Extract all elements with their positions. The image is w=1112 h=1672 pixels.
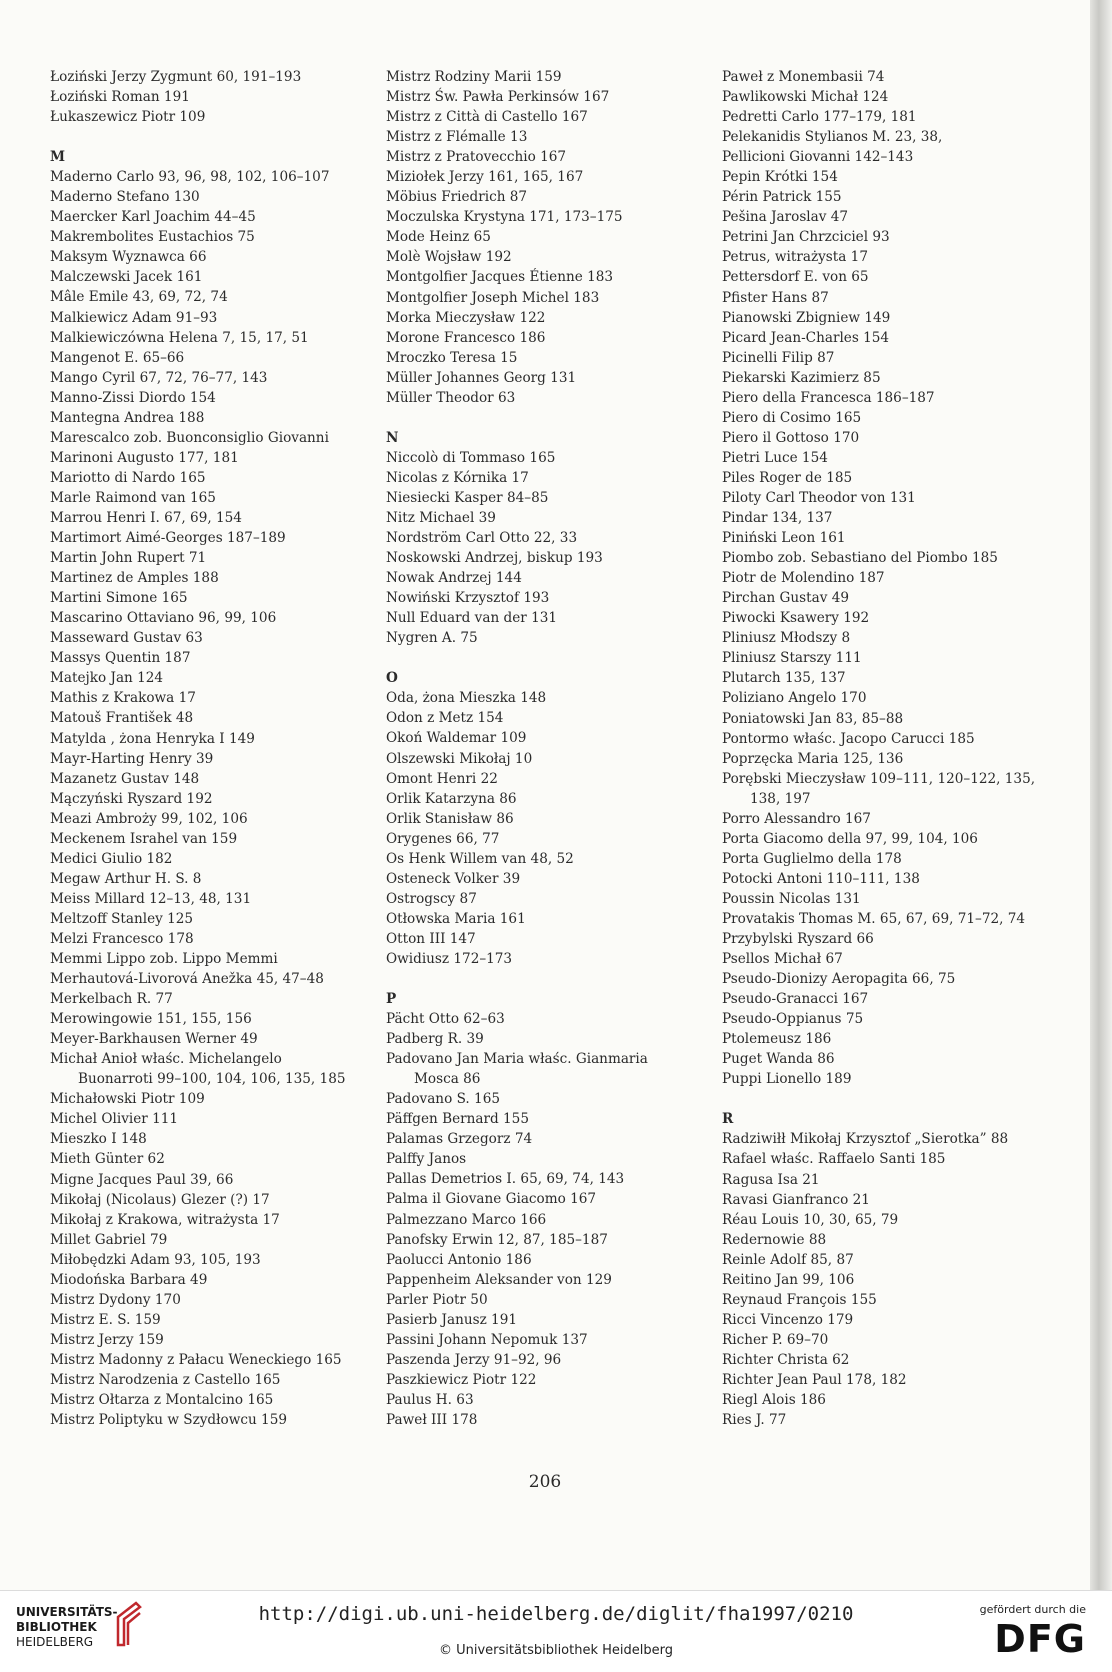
index-entry: Mistrz Rodziny Marii 159: [386, 69, 562, 85]
index-entry: Orygenes 66, 77: [386, 830, 500, 847]
index-entry: Mazanetz Gustav 148: [50, 770, 200, 787]
index-entry: Montgolfier Joseph Michel 183: [386, 289, 600, 306]
index-entry: Orlik Katarzyna 86: [386, 790, 517, 807]
index-entry: Müller Theodor 63: [386, 389, 516, 406]
index-entry: Megaw Arthur H. S. 8: [50, 870, 202, 887]
index-entry: Paweł z Monembasii 74: [722, 69, 885, 85]
index-entry: Pseudo-Granacci 167: [722, 991, 869, 1008]
index-entry: Melzi Francesco 178: [50, 930, 194, 947]
index-entry: Piles Roger de 185: [722, 469, 853, 486]
index-entry: Mode Heinz 65: [386, 229, 491, 246]
index-entry: Mayr-Harting Henry 39: [50, 750, 214, 767]
index-entry: Paulus H. 63: [386, 1391, 474, 1408]
index-entry: Meltzoff Stanley 125: [50, 910, 194, 927]
index-entry: Mistrz Madonny z Pałacu Weneckiego 165: [50, 1351, 342, 1368]
index-entry: Pedretti Carlo 177–179, 181: [722, 109, 917, 126]
index-entry: Mikołaj (Nicolaus) Glezer (?) 17: [50, 1191, 270, 1208]
index-entry: Meyer-Barkhausen Werner 49: [50, 1031, 258, 1048]
index-entry: Orlik Stanisław 86: [386, 810, 514, 827]
index-entry: Mistrz Dydony 170: [50, 1291, 181, 1308]
index-entry: Pasierb Janusz 191: [386, 1311, 517, 1328]
index-entry: Mieszko I 148: [50, 1131, 147, 1148]
index-entry: Porębski Mieczysław 109–111, 120–122, 135, 138, 197: [722, 770, 1036, 807]
index-entry: Paszenda Jerzy 91–92, 96: [386, 1351, 562, 1368]
index-entry: Pepin Krótki 154: [722, 169, 838, 186]
index-entry: Morka Mieczysław 122: [386, 309, 546, 326]
index-entry: Marle Raimond van 165: [50, 489, 216, 506]
index-entry: Osteneck Volker 39: [386, 870, 521, 887]
index-entry: Meiss Millard 12–13, 48, 131: [50, 890, 252, 907]
index-entry: Merkelbach R. 77: [50, 991, 173, 1008]
index-entry: Mangenot E. 65–66: [50, 349, 185, 366]
index-entry: Piekarski Kazimierz 85: [722, 369, 881, 386]
index-entry: Mistrz E. S. 159: [50, 1311, 161, 1328]
index-entry: Matylda , żona Henryka I 149: [50, 730, 255, 747]
index-entry: Pettersdorf E. von 65: [722, 269, 869, 286]
index-entry: Przybylski Ryszard 66: [722, 931, 874, 948]
index-entry: Olszewski Mikołaj 10: [386, 750, 533, 767]
index-entry: Puget Wanda 86: [722, 1051, 835, 1068]
library-name-line1: UNIVERSITÄTS-: [16, 1605, 118, 1619]
index-entry: Pellicioni Giovanni 142–143: [722, 149, 914, 166]
index-entry: Okoń Waldemar 109: [386, 730, 527, 747]
index-entry: Pliniusz Starszy 111: [722, 650, 862, 667]
index-entry: Malkiewicz Adam 91–93: [50, 309, 218, 326]
index-entry: Ptolemeusz 186: [722, 1031, 832, 1048]
library-name-line3: HEIDELBERG: [16, 1635, 94, 1649]
index-entry: Porta Giacomo della 97, 99, 104, 106: [722, 830, 978, 847]
index-entry: Martinez de Amples 188: [50, 570, 219, 587]
index-entry: Manno-Zissi Diordo 154: [50, 389, 216, 406]
index-column-1: [50, 67, 360, 1430]
index-entry: Padovano Jan Maria właśc. Gianmaria Mosca 86: [386, 1051, 648, 1088]
index-entry: Nordström Carl Otto 22, 33: [386, 530, 578, 547]
index-entry: Maercker Karl Joachim 44–45: [50, 209, 256, 226]
index-entry: Pseudo-Dionizy Aeropagita 66, 75: [722, 971, 956, 988]
index-entry: Marinoni Augusto 177, 181: [50, 449, 239, 466]
index-entry: Massys Quentin 187: [50, 650, 191, 667]
index-entry: Rafael właśc. Raffaelo Santi 185: [722, 1151, 946, 1168]
index-entry: Piwocki Ksawery 192: [722, 610, 870, 627]
index-entry: Medici Giulio 182: [50, 850, 173, 867]
index-entry: Picinelli Filip 87: [722, 349, 835, 366]
index-entry: Pirchan Gustav 49: [722, 590, 849, 607]
section-letter: N: [386, 429, 399, 446]
index-entry: Oda, żona Mieszka 148: [386, 690, 547, 707]
index-entry: Potocki Antoni 110–111, 138: [722, 870, 920, 887]
index-entry: Piero di Cosimo 165: [722, 409, 862, 426]
index-entry: Reynaud François 155: [722, 1291, 877, 1308]
index-entry: Mistrz z Pratovecchio 167: [386, 149, 567, 166]
section-letter: M: [50, 149, 66, 166]
index-entry: Merowingowie 151, 155, 156: [50, 1011, 252, 1028]
index-column-2: [386, 67, 696, 1430]
index-entry: Łoziński Jerzy Zygmunt 60, 191–193: [50, 69, 302, 85]
index-entry: Łoziński Roman 191: [50, 89, 190, 106]
index-entry: Padovano S. 165: [386, 1091, 500, 1108]
index-entry: Plutarch 135, 137: [722, 670, 846, 687]
index-entry: Mikołaj z Krakowa, witrażysta 17: [50, 1211, 280, 1228]
index-entry: Provatakis Thomas M. 65, 67, 69, 71–72, 74: [722, 910, 1026, 927]
index-entry: Mantegna Andrea 188: [50, 409, 205, 426]
index-entry: Richter Christa 62: [722, 1351, 850, 1368]
index-entry: Mariotto di Nardo 165: [50, 469, 206, 486]
index-entry: Psellos Michał 67: [722, 951, 843, 968]
index-entry: Morone Francesco 186: [386, 329, 546, 346]
index-entry: Meckenem Israhel van 159: [50, 830, 238, 847]
index-entry: Pindar 134, 137: [722, 510, 833, 527]
page-number: 206: [528, 1472, 562, 1492]
footer-bar: [0, 1590, 1112, 1672]
index-entry: Mroczko Teresa 15: [386, 349, 518, 366]
index-entry: Poprzęcka Maria 125, 136: [722, 750, 904, 767]
index-entry: Miodońska Barbara 49: [50, 1271, 208, 1288]
index-entry: Riegl Alois 186: [722, 1392, 826, 1409]
index-entry: Piombo zob. Sebastiano del Piombo 185: [722, 550, 998, 567]
index-entry: Nitz Michael 39: [386, 509, 496, 526]
index-entry: Poniatowski Jan 83, 85–88: [722, 710, 904, 727]
index-entry: Odon z Metz 154: [386, 710, 504, 727]
index-entry: Mascarino Ottaviano 96, 99, 106: [50, 610, 277, 627]
index-entry: Ragusa Isa 21: [722, 1171, 820, 1188]
index-entry: Miziołek Jerzy 161, 165, 167: [386, 169, 584, 186]
index-entry: Richter Jean Paul 178, 182: [722, 1372, 907, 1388]
index-entry: Redernowie 88: [722, 1231, 827, 1248]
index-entry: Mistrz Poliptyku w Szydłowcu 159: [50, 1412, 287, 1429]
index-entry: Panofsky Erwin 12, 87, 185–187: [386, 1231, 608, 1248]
index-entry: Paweł III 178: [386, 1412, 478, 1428]
index-entry: Ries J. 77: [722, 1412, 787, 1429]
index-entry: Matouš František 48: [50, 710, 194, 727]
index-entry: Passini Johann Nepomuk 137: [386, 1331, 588, 1348]
index-entry: Petrini Jan Chrzciciel 93: [722, 229, 890, 246]
section-letter: P: [386, 991, 397, 1008]
index-entry: Mączyński Ryszard 192: [50, 790, 213, 807]
index-entry: Réau Louis 10, 30, 65, 79: [722, 1211, 899, 1228]
index-entry: Martin John Rupert 71: [50, 550, 207, 567]
index-entry: Palamas Grzegorz 74: [386, 1131, 533, 1148]
page-edge: [1090, 0, 1112, 1590]
index-entry: Mieth Günter 62: [50, 1151, 165, 1168]
index-entry: Maderno Stefano 130: [50, 189, 200, 206]
index-entry: Malczewski Jacek 161: [50, 269, 203, 286]
index-entry: Piloty Carl Theodor von 131: [722, 489, 916, 506]
index-entry: Mistrz Św. Pawła Perkinsów 167: [386, 89, 610, 106]
index-entry: Pelekanidis Stylianos M. 23, 38,: [722, 129, 943, 146]
index-entry: Michel Olivier 111: [50, 1111, 179, 1128]
index-entry: Palmezzano Marco 166: [386, 1211, 547, 1228]
index-entry: Périn Patrick 155: [722, 189, 842, 206]
index-entry: Nowak Andrzej 144: [386, 570, 522, 587]
index-entry: Padberg R. 39: [386, 1031, 484, 1048]
index-entry: Paolucci Antonio 186: [386, 1251, 532, 1268]
index-entry: Radziwiłł Mikołaj Krzysztof „Sierotka” 88: [722, 1131, 1009, 1148]
index-entry: Omont Henri 22: [386, 770, 498, 787]
index-entry: Mathis z Krakowa 17: [50, 690, 196, 707]
index-entry: Niesiecki Kasper 84–85: [386, 489, 549, 506]
dfg-logo[interactable]: DFG: [994, 1617, 1086, 1661]
index-entry: Otton III 147: [386, 930, 476, 947]
index-entry: Nygren A. 75: [386, 630, 478, 647]
index-entry: Pallas Demetrios I. 65, 69, 74, 143: [386, 1171, 625, 1188]
index-entry: Picard Jean-Charles 154: [722, 329, 890, 346]
index-entry: Niccolò di Tommaso 165: [386, 449, 556, 466]
index-entry: Piniński Leon 161: [722, 530, 846, 547]
index-entry: Maksym Wyznawca 66: [50, 249, 207, 266]
index-entry: Moczulska Krystyna 171, 173–175: [386, 209, 623, 226]
index-entry: Memmi Lippo zob. Lippo Memmi: [50, 951, 278, 968]
index-entry: Martimort Aimé-Georges 187–189: [50, 530, 286, 547]
index-entry: Mistrz z Città di Castello 167: [386, 109, 588, 126]
index-entry: Merhautová-Livorová Anežka 45, 47–48: [50, 971, 324, 988]
index-entry: Pseudo-Oppianus 75: [722, 1011, 864, 1028]
index-entry: Ricci Vincenzo 179: [722, 1311, 854, 1328]
index-entry: Marrou Henri I. 67, 69, 154: [50, 509, 242, 526]
copyright-notice: © Universitätsbibliothek Heidelberg: [438, 1643, 673, 1658]
index-entry: Porro Alessandro 167: [722, 810, 871, 827]
index-entry: Pianowski Zbigniew 149: [722, 309, 891, 326]
index-entry: Piotr de Molendino 187: [722, 570, 885, 587]
index-entry: Petrus, witrażysta 17: [722, 249, 868, 266]
index-entry: Richer P. 69–70: [722, 1331, 829, 1348]
index-entry: Reitino Jan 99, 106: [722, 1271, 855, 1288]
index-entry: Marescalco zob. Buonconsiglio Giovanni: [50, 429, 329, 446]
permalink-url[interactable]: http://digi.ub.uni-heidelberg.de/diglit/fha1997/0210: [258, 1603, 854, 1625]
index-entry: Łukaszewicz Piotr 109: [50, 109, 206, 126]
index-entry: Müller Johannes Georg 131: [386, 369, 577, 386]
index-entry: Palma il Giovane Giacomo 167: [386, 1191, 597, 1208]
index-entry: Paszkiewicz Piotr 122: [386, 1371, 537, 1388]
funded-by-label: gefördert durch die: [979, 1603, 1086, 1616]
index-entry: Piero della Francesca 186–187: [722, 389, 935, 406]
index-entry: Mango Cyril 67, 72, 76–77, 143: [50, 369, 268, 386]
index-entry: Noskowski Andrzej, biskup 193: [386, 550, 603, 567]
index-entry: Piero il Gottoso 170: [722, 429, 860, 446]
index-entry: Pietri Luce 154: [722, 449, 828, 466]
index-entry: Michał Anioł właśc. Michelangelo Buonarroti 99–100, 104, 106, 135, 185: [50, 1051, 346, 1088]
index-entry: Reinle Adolf 85, 87: [722, 1251, 854, 1268]
index-entry: Poussin Nicolas 131: [722, 890, 861, 907]
index-entry: Otłowska Maria 161: [386, 910, 526, 927]
index-entry: Poliziano Angelo 170: [722, 690, 867, 707]
index-entry: Pächt Otto 62–63: [386, 1011, 505, 1028]
index-entry: Palffy Janos: [386, 1151, 467, 1168]
index-entry: Puppi Lionello 189: [722, 1071, 852, 1088]
index-entry: Meazi Ambroży 99, 102, 106: [50, 810, 248, 827]
index-entry: Miłobędzki Adam 93, 105, 193: [50, 1251, 261, 1268]
library-name-line2: BIBLIOTHEK: [16, 1620, 97, 1634]
index-entry: Mistrz Narodzenia z Castello 165: [50, 1372, 281, 1388]
index-entry: Owidiusz 172–173: [386, 950, 513, 967]
index-entry: Päffgen Bernard 155: [386, 1111, 529, 1128]
index-entry: Os Henk Willem van 48, 52: [386, 850, 574, 867]
index-entry: Matejko Jan 124: [50, 670, 164, 687]
index-entry: Nowiński Krzysztof 193: [386, 590, 550, 607]
index-entry: Maderno Carlo 93, 96, 98, 102, 106–107: [50, 169, 330, 186]
index-entry: Mâle Emile 43, 69, 72, 74: [50, 289, 228, 306]
index-entry: Pliniusz Młodszy 8: [722, 630, 851, 647]
index-entry: Molè Wojsław 192: [386, 249, 512, 266]
index-entry: Pfister Hans 87: [722, 289, 829, 306]
index-entry: Makrembolites Eustachios 75: [50, 229, 255, 246]
index-entry: Masseward Gustav 63: [50, 630, 203, 647]
index-entry: Mistrz z Flémalle 13: [386, 129, 528, 146]
index-entry: Pešina Jaroslav 47: [722, 209, 849, 226]
index-entry: Martini Simone 165: [50, 590, 188, 607]
index-entry: Montgolfier Jacques Étienne 183: [386, 269, 614, 286]
index-entry: Mistrz Jerzy 159: [50, 1331, 164, 1348]
index-column-3: [722, 67, 1044, 1430]
index-entry: Michałowski Piotr 109: [50, 1091, 205, 1108]
section-letter: R: [722, 1111, 734, 1128]
index-entry: Mistrz Ołtarza z Montalcino 165: [50, 1392, 274, 1409]
index-entry: Ravasi Gianfranco 21: [722, 1191, 870, 1208]
index-entry: Möbius Friedrich 87: [386, 189, 528, 206]
index-entry: Null Eduard van der 131: [386, 610, 558, 627]
index-entry: Pontormo właśc. Jacopo Carucci 185: [722, 730, 975, 747]
index-entry: Pappenheim Aleksander von 129: [386, 1271, 612, 1288]
index-entry: Parler Piotr 50: [386, 1291, 488, 1308]
index-entry: Pawlikowski Michał 124: [722, 89, 889, 106]
index-entry: Millet Gabriel 79: [50, 1231, 168, 1248]
index-entry: Ostrogscy 87: [386, 890, 477, 907]
index-entry: Porta Guglielmo della 178: [722, 850, 902, 867]
index-entry: Malkiewiczówna Helena 7, 15, 17, 51: [50, 329, 309, 346]
index-entry: Migne Jacques Paul 39, 66: [50, 1171, 234, 1188]
section-letter: O: [386, 670, 398, 687]
index-entry: Nicolas z Kórnika 17: [386, 469, 529, 486]
